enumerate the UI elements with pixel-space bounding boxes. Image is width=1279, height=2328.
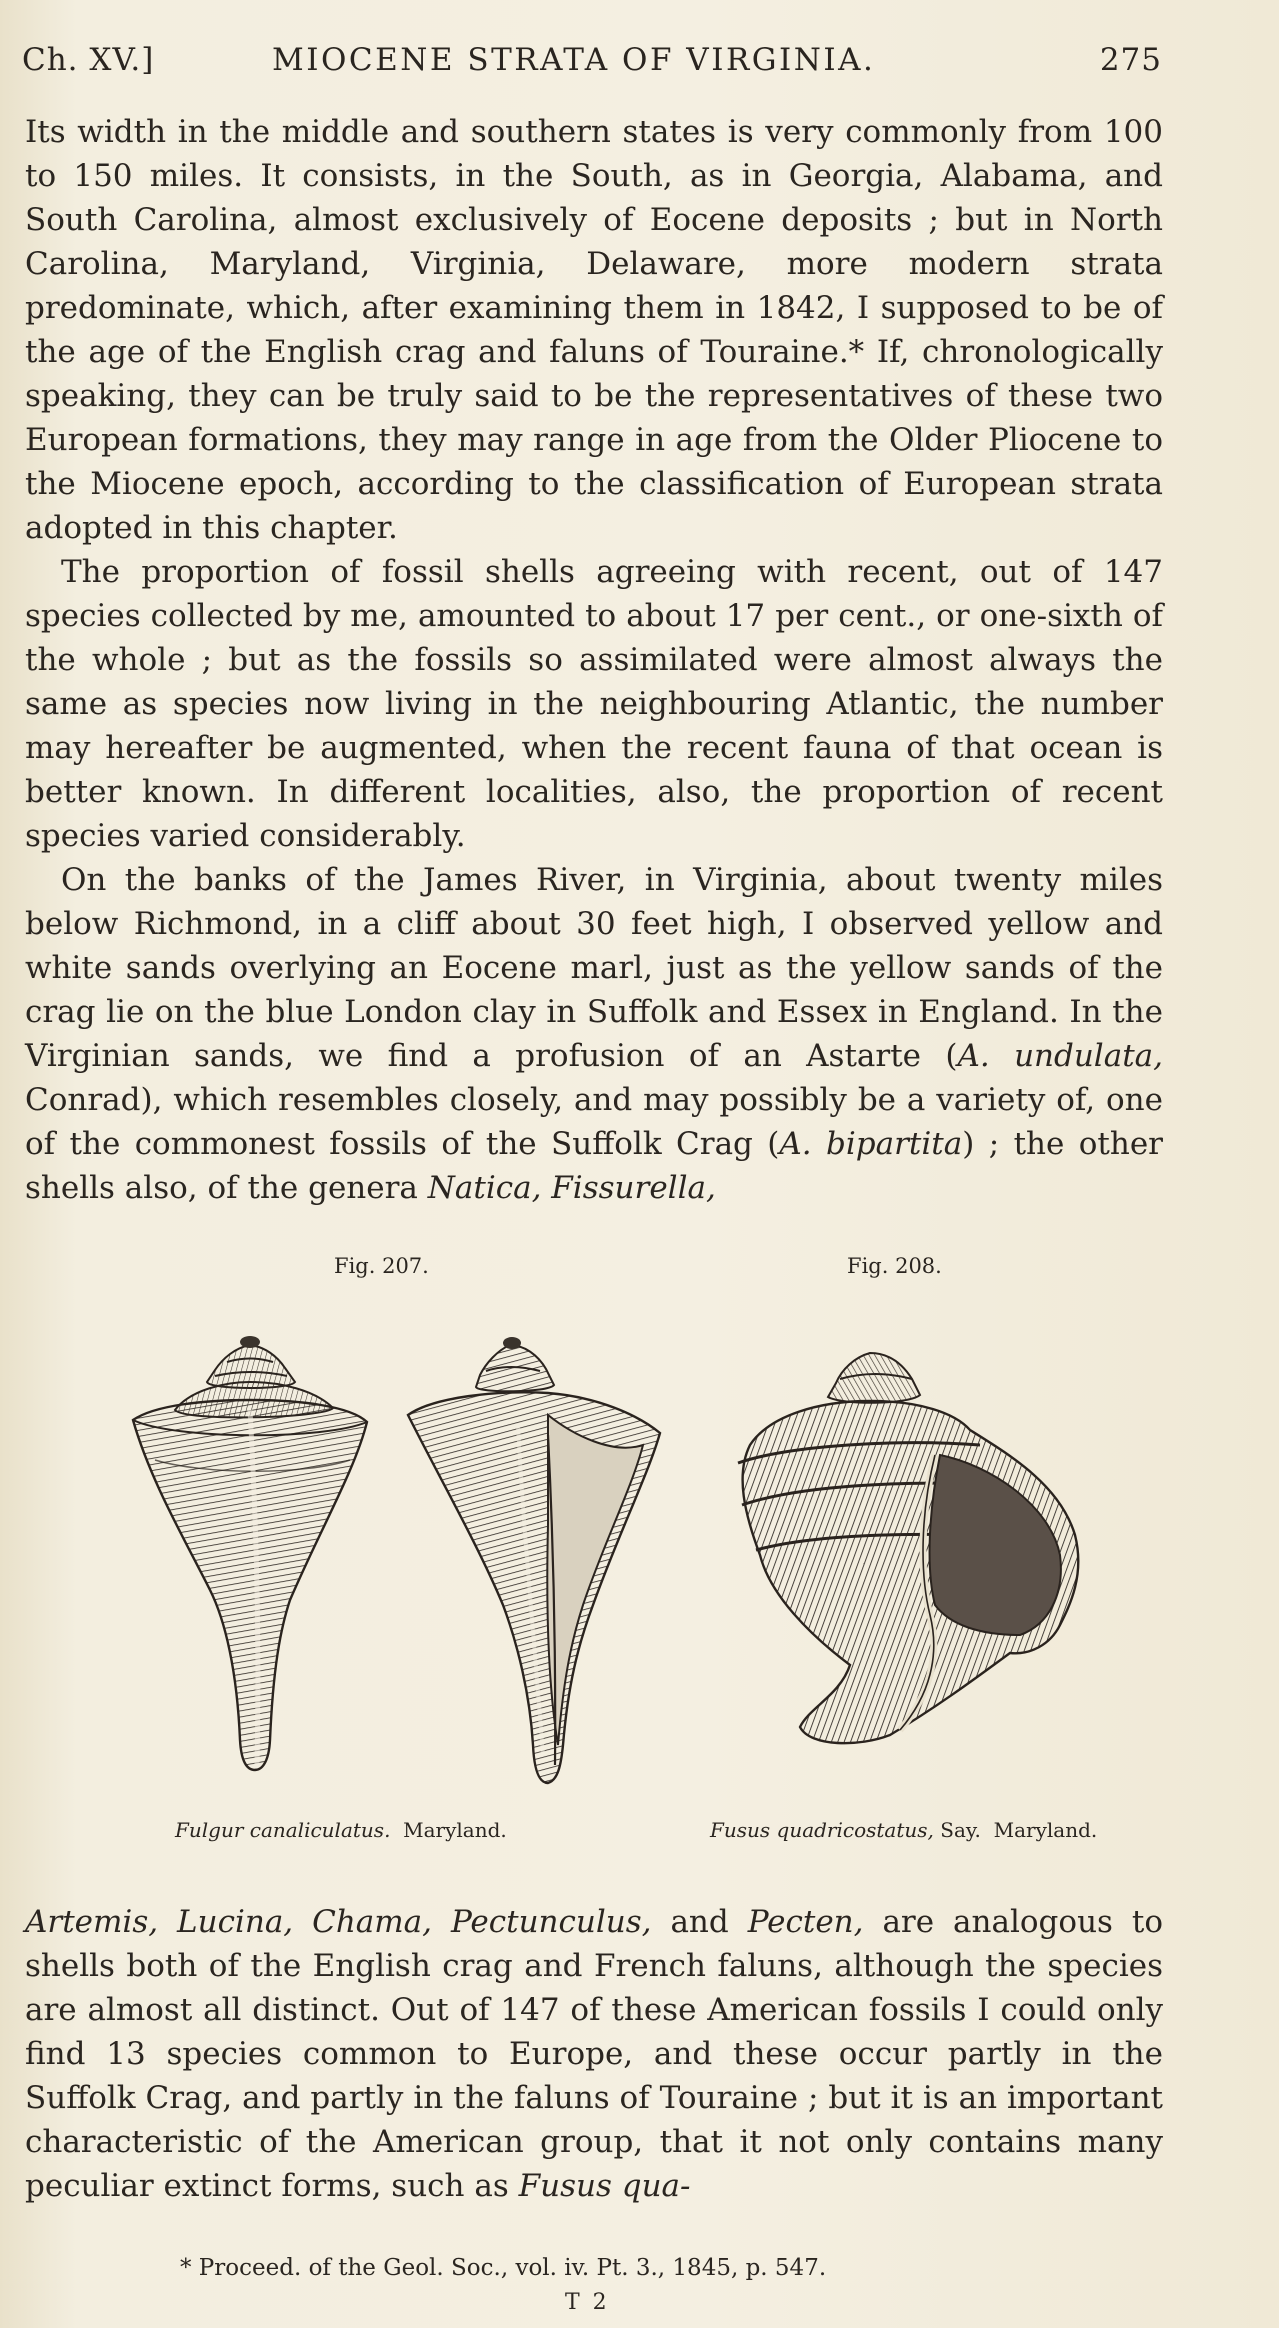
- italic-genera: Artemis, Lucina, Chama, Pectunculus,: [25, 1904, 652, 1940]
- text-block-bottom: [25, 1900, 1163, 2208]
- figure-area: [0, 1240, 1279, 1860]
- locality: Maryland.: [403, 1818, 507, 1842]
- signature-mark: T 2: [565, 2290, 610, 2315]
- italic-species-name: A. undulata,: [957, 1038, 1163, 1074]
- figure-207-label: Fig. 207.: [334, 1254, 429, 1278]
- text-run: On the banks of the James River, in Virginia, about twenty miles below Richmond, in a cliff about 30 feet high, I observed yellow and white sands overlying an Eocene marl, just as the yellow sands of the crag lie on the blue London clay in Suffolk and Essex in England. In the Virginian sands, we find a profusion of an Astarte (: [25, 862, 1163, 1074]
- text-run: ) ; the other shells also, of the genera: [25, 1126, 1163, 1206]
- locality: Maryland.: [993, 1818, 1098, 1842]
- species-author: Say.: [940, 1818, 981, 1842]
- species-name: Fulgur canaliculatus.: [175, 1818, 391, 1842]
- text-run: are analogous to shells both of the English crag and French faluns, although the species are almost all distinct. Out of 147 of these American fossils I could only find 13 species common to Europe, and these occur partly in the Suffolk Crag, and partly in the faluns of Touraine ; but it is an important characteristic of the American group, that it not only contains many peculiar extinct forms, such as: [25, 1904, 1164, 2204]
- page-title: MIOCENE STRATA OF VIRGINIA.: [272, 42, 876, 78]
- fulgur-shell-dorsal-illustration: [115, 1300, 385, 1800]
- paragraph-genera-continued: [25, 1900, 1163, 2208]
- figure-207-caption: [175, 1818, 507, 1842]
- figure-208-label: Fig. 208.: [847, 1254, 942, 1278]
- text-run: Conrad), which resembles closely, and may possibly be a variety of, one of the commonest fossils of the Suffolk Crag (: [25, 1082, 1163, 1162]
- species-name: Fusus quadricostatus,: [710, 1818, 934, 1842]
- footnote: * Proceed. of the Geol. Soc., vol. iv. Pt. 3., 1845, p. 547.: [180, 2255, 827, 2281]
- italic-genera: Pecten,: [747, 1904, 864, 1940]
- paragraph-width-of-strata: Its width in the middle and southern states is very commonly from 100 to 150 miles. It consists, in the South, as in Georgia, Alabama, and South Carolina, almost exclusively of Eocene deposits ; but in North Carolina, Maryland, Virginia, Delaware, more modern strata predominate, which, after examining them in 1842, I supposed to be of the age of the English crag and faluns of Touraine.* If, chronologically speaking, they can be truly said to be the representatives of these two European formations, they may range in age from the Older Pliocene to the Miocene epoch, according to the classification of European strata adopted in this chapter.: [25, 114, 1163, 546]
- page-number: 275: [1099, 42, 1162, 78]
- text-run: and: [651, 1904, 748, 1940]
- paragraph-james-river: [25, 858, 1163, 1210]
- italic-genera: Natica, Fissurella,: [427, 1170, 716, 1206]
- chapter-label: Ch. XV.]: [22, 42, 155, 78]
- figure-208-caption: [710, 1818, 1097, 1842]
- paragraph-fossil-proportion: The proportion of fossil shells agreeing with recent, out of 147 species collected by me, amounted to about 17 per cent., or one-sixth of the whole ; but as the fossils so assimilated were almost always the same as species now living in the neighbouring Atlantic, the number may hereafter be augmented, when the recent fauna of that ocean is better known. In different localities, also, the proportion of recent species varied considerably.: [25, 554, 1163, 854]
- italic-species-name: Fusus qua-: [518, 2168, 691, 2204]
- fusus-shell-illustration: [730, 1335, 1100, 1755]
- fulgur-shell-aperture-illustration: [398, 1305, 668, 1805]
- text-block-top: [25, 110, 1163, 1210]
- running-head: [22, 42, 1162, 86]
- italic-species-name: A. bipartita: [779, 1126, 963, 1162]
